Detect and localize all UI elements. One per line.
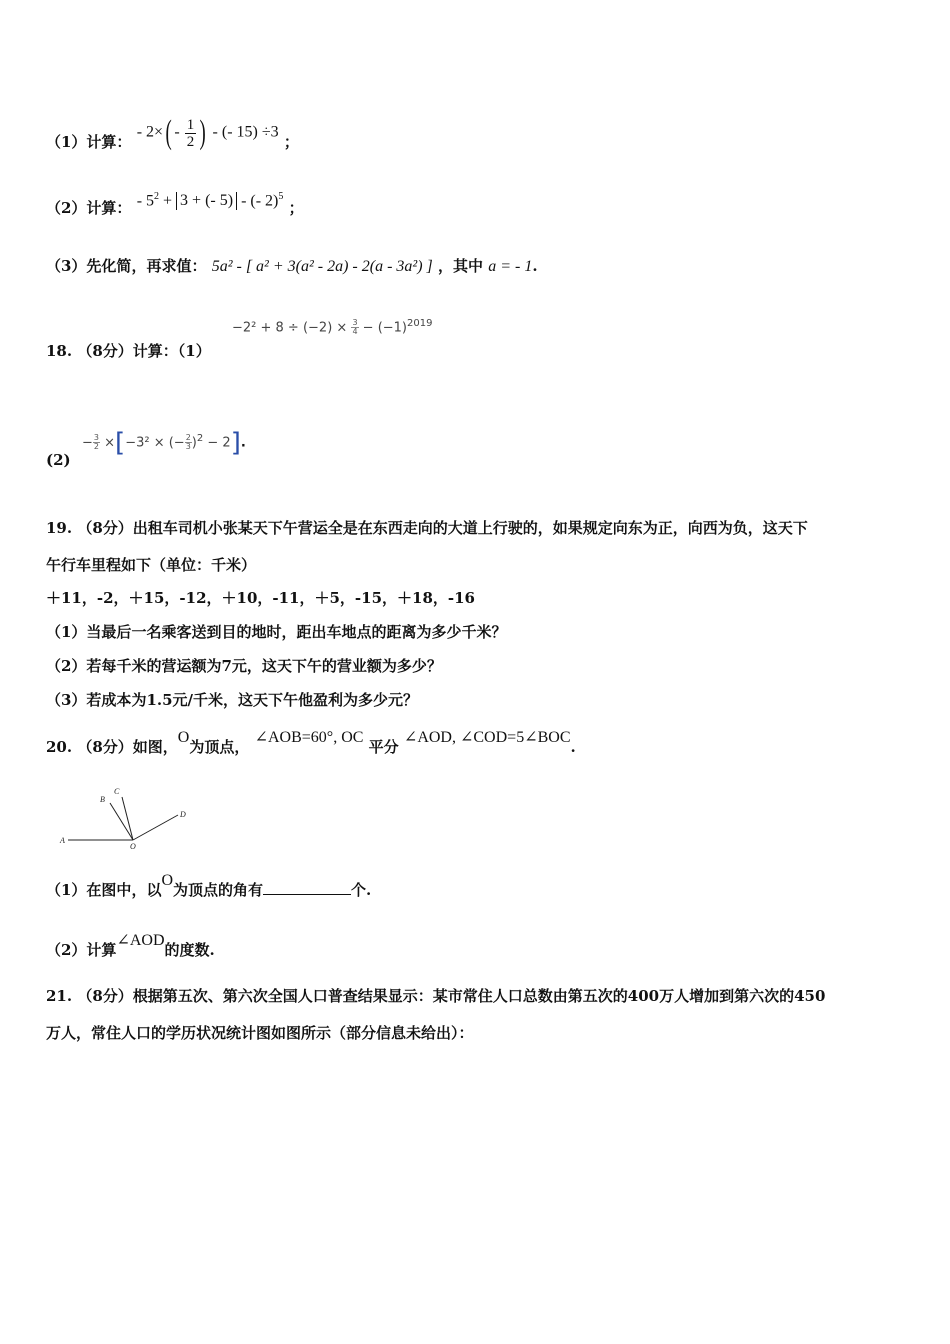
point-O: O — [161, 872, 174, 889]
answer-blank — [263, 880, 351, 895]
q19-sub1: （1）当最后一名乘客送到目的地时，距出车地点的距离为多少千米？ — [46, 623, 507, 641]
q17-part3: （3）先化简，再求值： 5a² - [ a² + 3(a² - 2a) - 2(a - 3a²) ] ，其中 a = - 1. — [46, 257, 538, 275]
q18-part1-expression-image: −2² + 8 ÷ (−2) × $\frac{3}{4}$ − $(-1)^{2019}$ — [232, 318, 433, 337]
q21-line2: 万人，常住人口的学历状况统计图如图所示（部分信息未给出）： — [46, 1024, 474, 1042]
q20-heading: 20. （8分）如图，O为顶点， ∠AOB=60°, OC 平分 ∠AOD, ∠COD=5∠BOC. — [46, 729, 576, 756]
label-B: B — [100, 795, 105, 804]
q17-part1: （1）计算： - 2×( - $\frac{1}{2}$ ) - (- 15) ÷3 ； — [46, 114, 299, 151]
q20-condition-1: ∠AOB=60°, OC — [254, 729, 364, 746]
q17-part1-expression: - 2×( - $\frac{1}{2}$ ) - (- 15) ÷3 — [136, 114, 279, 151]
q20-condition-2: ∠AOD, ∠COD=5∠BOC — [403, 729, 571, 746]
ray-OC — [122, 797, 133, 840]
q18-heading: 18. （8分）计算：（1） — [46, 342, 211, 360]
q17-part3-expression: 5a² - [ a² + 3(a² - 2a) - 2(a - 3a²) ] — [211, 258, 433, 275]
ray-OD — [133, 815, 178, 840]
angle-figure — [56, 785, 206, 855]
q17-part2-expression: - $5^2 + 3$ + (- 5) - (- 2)$^5$ — [136, 191, 284, 210]
q17-part3-condition: a = - 1 — [488, 258, 533, 275]
q18-part2-label: (2) — [46, 451, 71, 469]
q19-mileage-data: ＋11，-2，＋15，-12，＋10，-11，＋5，-15，＋18，-16 — [46, 589, 475, 607]
q18-part2 — [46, 450, 71, 470]
q17-part3-label: （3）先化简，再求值： — [46, 257, 207, 275]
fraction-one-half: $\frac{1}{2}$ — [186, 116, 195, 150]
q19-line1: 19. （8分）出租车司机小张某天下午营运全是在东西走向的大道上行驶的，如果规定向东为正，向西为负，这天下 — [46, 519, 808, 537]
absolute-value: 3 + (- 5) — [176, 192, 237, 210]
q21-line1: 21. （8分）根据第五次、第六次全国人口普查结果显示：某市常住人口总数由第五次的400万人增加到第六次的450 — [46, 987, 826, 1005]
q19-line2: 午行车里程如下（单位：千米） — [46, 556, 257, 574]
angle-AOD: ∠AOD — [116, 932, 165, 949]
q17-part2-label: （2）计算： — [46, 199, 132, 218]
ray-OB — [110, 803, 133, 840]
label-A: A — [60, 836, 65, 845]
label-C: C — [114, 787, 120, 796]
point-O: O — [177, 729, 190, 746]
q19-sub3: （3）若成本为1.5元/千米，这天下午他盈利为多少元？ — [46, 691, 419, 709]
q20-sub2: （2）计算∠AOD的度数. — [46, 932, 215, 959]
q17-part2: （2）计算： - $5^2 + 3$ + (- 5) - (- 2)$^5$ ； — [46, 197, 304, 221]
q20-sub1: （1）在图中，以O为顶点的角有 个. — [46, 872, 372, 899]
q18-part2-expression-image: − $\frac{3}{2}$ ×[−3² × (− $\frac{2}{3}$ )$^2$ − 2]. — [82, 427, 246, 458]
label-D: D — [180, 810, 186, 819]
q19-sub2: （2）若每千米的营运额为7元，这天下午的营业额为多少？ — [46, 657, 442, 675]
q17-part1-label: （1）计算： — [46, 133, 132, 151]
label-O: O — [130, 842, 136, 851]
